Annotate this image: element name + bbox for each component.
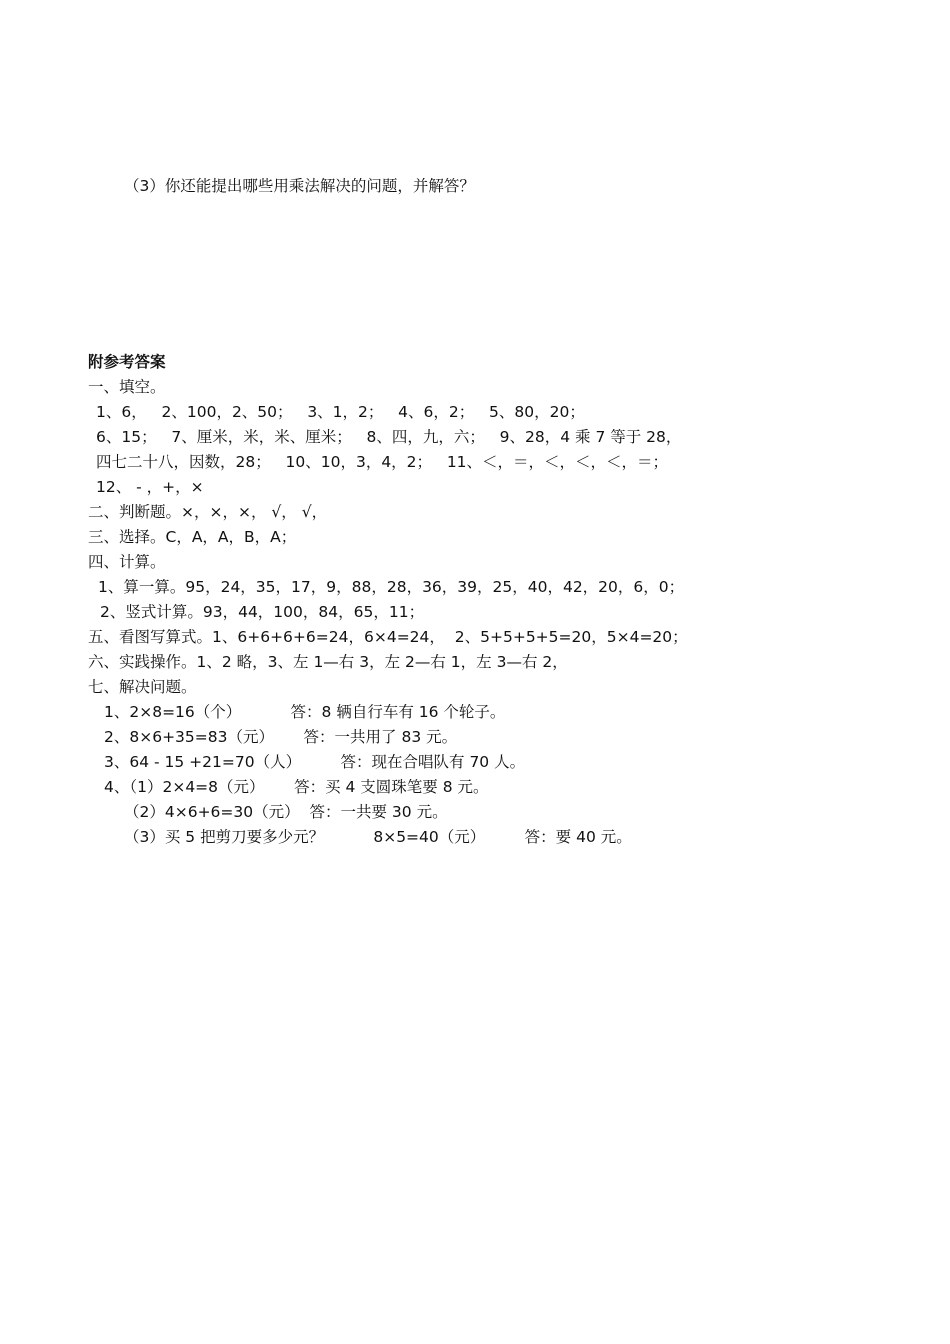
section-7-line-6: （3）买 5 把剪刀要多少元？ 8×5=40（元） 答：要 40 元。 [124, 828, 632, 846]
section-7-line-3: 3、64 - 15 +21=70（人） 答：现在合唱队有 70 人。 [104, 753, 526, 771]
section-7-line-1: 1、2×8=16（个） 答：8 辆自行车有 16 个轮子。 [104, 703, 506, 721]
section-4-line-1: 1、算一算。95，24，35，17，9，88，28，36，39，25，40，42，20，6，0； [98, 578, 685, 596]
section-6: 六、实践操作。1、2 略，3、左 1—右 3，左 2—右 1，左 3—右 2， [88, 653, 568, 671]
section-1-line-1: 1、6， 2、100，2、50； 3、1，2； 4、6，2； 5、80，20； [96, 403, 585, 421]
section-1-heading: 一、填空。 [88, 378, 166, 396]
section-1-line-2: 6、15； 7、厘米，米，米、厘米； 8、四，九，六； 9、28，4 乘 7 等于 28， [96, 428, 682, 446]
section-4-heading: 四、计算。 [88, 553, 166, 571]
section-7-line-2: 2、8×6+35=83（元） 答：一共用了 83 元。 [104, 728, 458, 746]
section-7-line-4: 4、（1）2×4=8（元） 答：买 4 支圆珠笔要 8 元。 [104, 778, 489, 796]
answers-title: 附参考答案 [88, 353, 166, 371]
section-1-line-3: 四七二十八，因数，28； 10、10，3，4，2； 11、＜，＝，＜，＜，＜，＝； [96, 453, 669, 471]
section-3: 三、选择。C，A，A，B，A； [88, 528, 297, 546]
section-5: 五、看图写算式。1、6+6+6+6=24，6×4=24， 2、5+5+5+5=20，5×4=20； [88, 628, 688, 646]
section-1-line-4: 12、 - ，+，× [96, 478, 204, 496]
section-7-heading: 七、解决问题。 [88, 678, 197, 696]
question-3: （3）你还能提出哪些用乘法解决的问题，并解答？ [124, 177, 475, 195]
section-4-line-2: 2、竖式计算。93，44，100，84，65，11； [100, 603, 425, 621]
section-7-line-5: （2）4×6+6=30（元） 答：一共要 30 元。 [124, 803, 448, 821]
section-2: 二、判断题。×，×，×， √， √， [88, 503, 328, 521]
